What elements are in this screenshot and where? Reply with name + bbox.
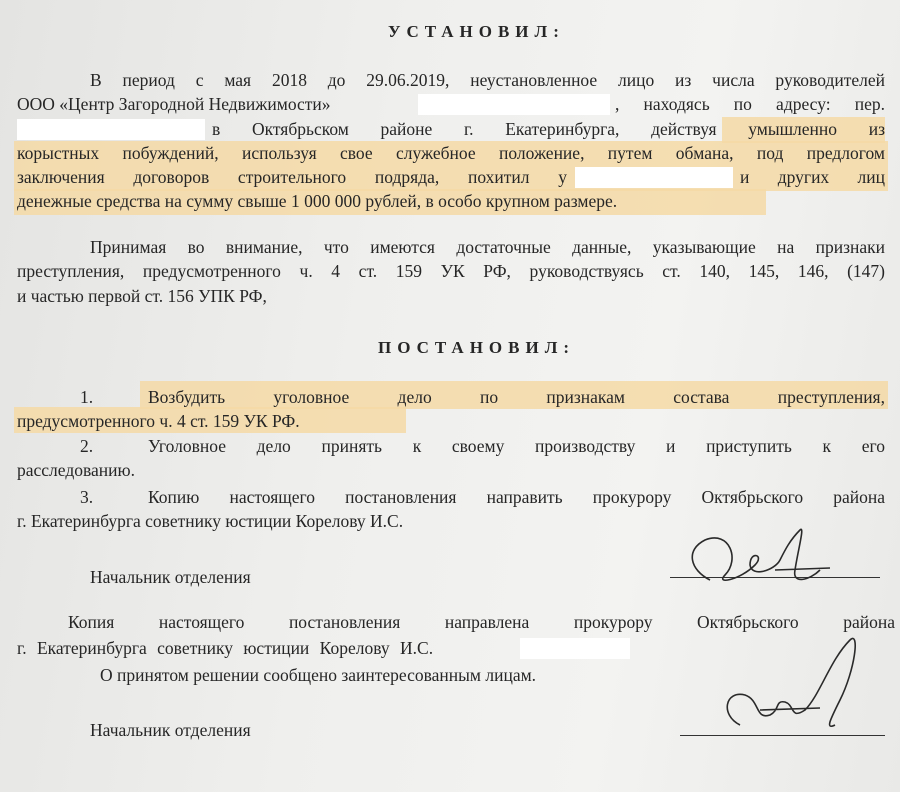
signature-image [680, 510, 880, 600]
para2-line: Принимая во внимание, что имеются достаточные данные, указывающие на признаки [90, 237, 885, 257]
para1-line: заключения договоров строительного подряда, похитил у [17, 167, 567, 187]
heading-postanovil: ПОСТАНОВИЛ: [378, 338, 576, 357]
redacted-block [17, 119, 205, 140]
item-number: 3. [80, 487, 94, 507]
redacted-block [575, 167, 733, 188]
para2-line: преступления, предусмотренного ч. 4 ст. 159 УК РФ, руководствуясь ст. 140, 145, 146, (147) [17, 261, 885, 281]
para1-line: корыстных побуждений, используя свое служебное положение, путем обмана, под предлогом [17, 143, 885, 163]
item-number: 2. [80, 436, 94, 456]
heading-ustanovil: УСТАНОВИЛ: [388, 22, 565, 41]
para1-line: в Октябрьском районе г. Екатеринбурга, действуя умышленно из [212, 119, 885, 139]
copy-note-line: г. Екатеринбурга советнику юстиции Корелову И.С. [17, 638, 434, 658]
para1-line: , находясь по адресу: пер. [615, 94, 885, 114]
para1-line: денежные средства на сумму свыше 1 000 000 рублей, в особо крупном размере. [17, 191, 618, 211]
redacted-block [418, 94, 610, 115]
para1-line: и других лиц [740, 167, 885, 187]
redacted-block [520, 638, 630, 659]
copy-note-line: О принятом решении сообщено заинтересованным лицам. [100, 665, 537, 685]
item-line: расследованию. [17, 460, 135, 480]
item-line: Уголовное дело принять к своему производству и приступить к его [148, 436, 885, 456]
item-line: Копию настоящего постановления направить прокурору Октябрьского района [148, 487, 885, 507]
copy-note-line: Копия настоящего постановления направлена прокурору Октябрьского района [68, 612, 895, 632]
signature-image [700, 630, 890, 740]
item-line: Возбудить уголовное дело по признакам состава преступления, [148, 387, 885, 407]
item-number: 1. [80, 387, 94, 407]
signatory-title: Начальник отделения [90, 720, 251, 740]
item-line: г. Екатеринбурга советнику юстиции Корелову И.С. [17, 511, 404, 531]
para1-line: В период с мая 2018 до 29.06.2019, неустановленное лицо из числа руководителей [90, 70, 885, 90]
item-line: предусмотренного ч. 4 ст. 159 УК РФ. [17, 411, 300, 431]
signatory-title: Начальник отделения [90, 567, 251, 587]
para1-line: ООО «Центр Загородной Недвижимости» [17, 94, 331, 114]
para2-line: и частью первой ст. 156 УПК РФ, [17, 286, 267, 306]
